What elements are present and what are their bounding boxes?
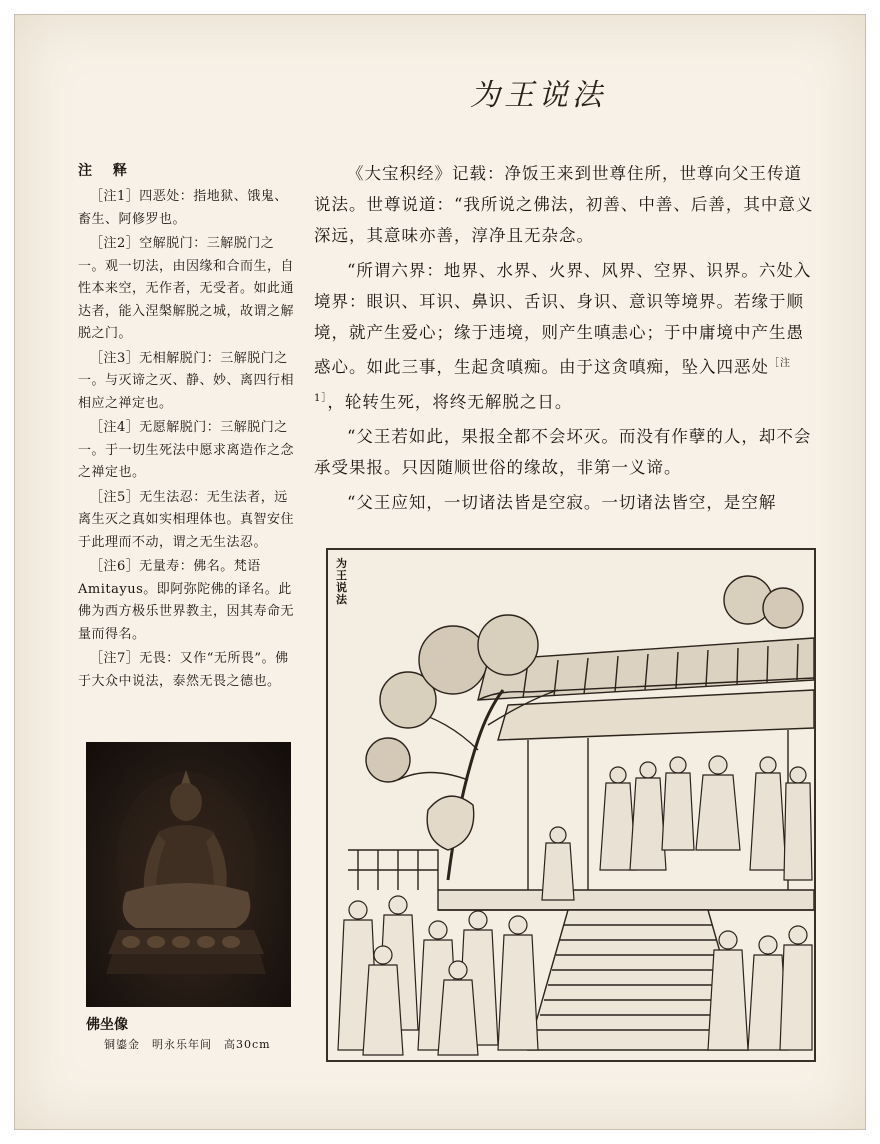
illustration-inscription: 为王说法	[336, 557, 347, 606]
main-text	[314, 158, 816, 522]
note-5: ［注5］无生法忍：无生法者，远离生灭之真如实相理体也。真智安住于此理而不动，谓之无生法忍。	[78, 489, 295, 550]
footnote-ref-1: ［注1］	[314, 358, 791, 404]
page-title: 为王说法	[470, 78, 606, 113]
paragraph-1: 《大宝积经》记载：净饭王来到世尊住所，世尊向父王传道说法。世尊说道：“我所说之佛法，初善、中善、后善，其中意义深远，其意味亦善，淳净且无杂念。	[314, 164, 814, 245]
woodblock-illustration	[326, 548, 816, 1062]
buddha-statue-photo	[86, 742, 291, 1007]
buddha-statue-image	[86, 742, 291, 1007]
notes-heading: 注 释	[78, 163, 135, 179]
photo-subcaption: 铜鎏金 明永乐年间 高30cm	[104, 1038, 271, 1051]
notes-column	[78, 160, 300, 695]
illustration-drawing	[328, 550, 814, 1060]
note-1: ［注1］四恶处：指地狱、饿鬼、畜生、阿修罗也。	[78, 189, 288, 227]
photo-caption: 佛坐像	[86, 1017, 128, 1033]
note-2: ［注2］空解脱门：三解脱门之一。观一切法，由因缘和合而生，自性本来空，无作者，无受者。如此通达者，能入涅槃解脱之城，故谓之解脱之门。	[78, 236, 295, 341]
note-7: ［注7］无畏：又作“无所畏”。佛于大众中说法，泰然无畏之德也。	[78, 651, 289, 689]
paragraph-3: “父王若如此，果报全都不会坏灭。而没有作孽的人，却不会承受果报。只因随顺世俗的缘故，非第一义谛。	[314, 427, 812, 477]
paragraph-2-text: “所谓六界：地界、水界、火界、风界、空界、识界。六处入境界：眼识、耳识、鼻识、舌识、身识、意识等境界。若缘于顺境，就产生爱心；缘于违境，则产生嗔恚心；于中庸境中产生愚惑心。如此三事，生起贪嗔痴。由于这贪嗔痴，坠入四恶处	[314, 261, 812, 377]
paragraph-4: “父王应知，一切诸法皆是空寂。一切诸法皆空，是空解	[347, 493, 777, 512]
note-6: ［注6］无量寿：佛名。梵语Amitayus。即阿弥陀佛的译名。此佛为西方极乐世界教主，因其寿命无量而得名。	[78, 559, 295, 642]
paragraph-2	[314, 255, 816, 417]
note-3: ［注3］无相解脱门：三解脱门之一。与灭谛之灭、静、妙、离四行相相应之禅定也。	[78, 350, 295, 411]
note-4: ［注4］无愿解脱门：三解脱门之一。于一切生死法中愿求离造作之念之禅定也。	[78, 420, 295, 480]
paragraph-2-end: ，轮转生死，将终无解脱之日。	[327, 392, 573, 411]
